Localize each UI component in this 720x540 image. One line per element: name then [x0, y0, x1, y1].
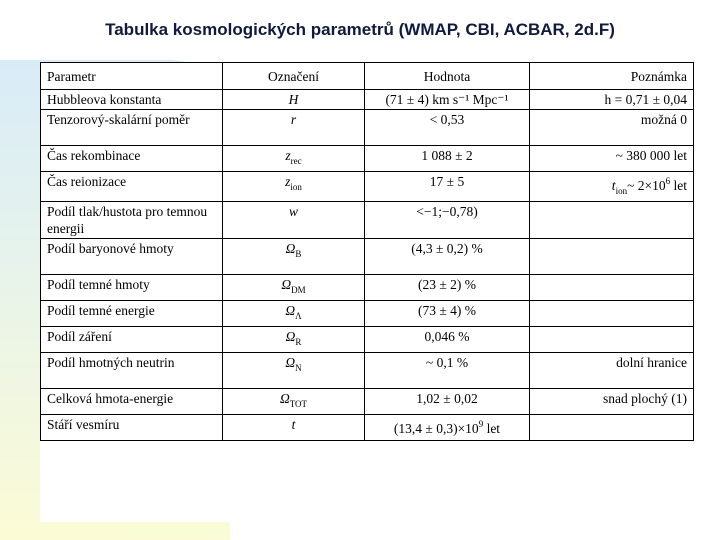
- param-cell: Podíl hmotných neutrin: [41, 353, 223, 389]
- param-cell: Podíl temné energie: [41, 301, 223, 327]
- header-oznaceni: Označení: [223, 63, 365, 90]
- param-cell: Čas reionizace: [41, 172, 223, 202]
- value-cell: 1,02 ± 0,02: [365, 389, 530, 415]
- note-cell: [530, 239, 694, 275]
- value-cell: 0,046 %: [365, 327, 530, 353]
- symbol-cell: $\Omega_N$: [223, 353, 365, 389]
- symbol-cell: t: [223, 415, 365, 441]
- note-cell: [530, 415, 694, 441]
- header-parametr: Parametr: [41, 63, 223, 90]
- table-row: [41, 239, 694, 275]
- note-cell: [530, 275, 694, 301]
- value-cell: <−1;−0,78): [365, 202, 530, 239]
- symbol-cell: $\Omega_{DM}$: [223, 275, 365, 301]
- value-cell: $(13,4 \pm 0,3)\times 10^9$ let: [365, 415, 530, 441]
- value-cell: (23 ± 2) %: [365, 275, 530, 301]
- param-cell: Hubbleova konstanta: [41, 90, 223, 110]
- note-cell: h = 0,71 ± 0,04: [530, 90, 694, 110]
- symbol-cell: $z_{rec}$: [223, 146, 365, 172]
- table-row: [41, 110, 694, 146]
- table-row: [41, 275, 694, 301]
- note-cell: snad plochý (1): [530, 389, 694, 415]
- param-cell: Podíl baryonové hmoty: [41, 239, 223, 275]
- table-row: [41, 327, 694, 353]
- value-cell: < 0,53: [365, 110, 530, 146]
- parameters-table: [40, 62, 694, 441]
- symbol-cell: $\Omega_{TOT}$: [223, 389, 365, 415]
- note-cell: dolní hranice: [530, 353, 694, 389]
- param-cell: Celková hmota-energie: [41, 389, 223, 415]
- value-cell: 17 ± 5: [365, 172, 530, 202]
- value-cell: 1 088 ± 2: [365, 146, 530, 172]
- symbol-cell: $\Omega_R$: [223, 327, 365, 353]
- symbol-cell: r: [223, 110, 365, 146]
- param-cell: Podíl tlak/hustota pro temnou energii: [41, 202, 223, 239]
- table-row: [41, 172, 694, 202]
- value-cell: (4,3 ± 0,2) %: [365, 239, 530, 275]
- param-cell: Podíl záření: [41, 327, 223, 353]
- value-cell: (71 ± 4) km s⁻¹ Mpc⁻¹: [365, 90, 530, 110]
- table-row: [41, 301, 694, 327]
- note-cell: [530, 202, 694, 239]
- note-cell: [530, 327, 694, 353]
- table-header-row: [41, 63, 694, 90]
- param-cell: Podíl temné hmoty: [41, 275, 223, 301]
- symbol-cell: $\Omega_\Lambda$: [223, 301, 365, 327]
- symbol-cell: $\Omega_B$: [223, 239, 365, 275]
- param-cell: Stáří vesmíru: [41, 415, 223, 441]
- param-cell: Čas rekombinace: [41, 146, 223, 172]
- note-cell: $t_{ion}\sim$ $2\times 10^6$ let: [530, 172, 694, 202]
- table-row: [41, 202, 694, 239]
- param-cell: Tenzorový-skalární poměr: [41, 110, 223, 146]
- header-poznamka: Poznámka: [530, 63, 694, 90]
- value-cell: ~ 0,1 %: [365, 353, 530, 389]
- page-title: Tabulka kosmologických parametrů (WMAP, CBI, ACBAR, 2d.F): [105, 20, 615, 39]
- note-cell: ~ 380 000 let: [530, 146, 694, 172]
- symbol-cell: w: [223, 202, 365, 239]
- symbol-cell: H: [223, 90, 365, 110]
- header-hodnota: Hodnota: [365, 63, 530, 90]
- table-row: [41, 146, 694, 172]
- table-row: [41, 415, 694, 441]
- table-row: [41, 389, 694, 415]
- note-cell: možná 0: [530, 110, 694, 146]
- table-row: [41, 90, 694, 110]
- table-row: [41, 353, 694, 389]
- symbol-cell: $z_{ion}$: [223, 172, 365, 202]
- value-cell: (73 ± 4) %: [365, 301, 530, 327]
- note-cell: [530, 301, 694, 327]
